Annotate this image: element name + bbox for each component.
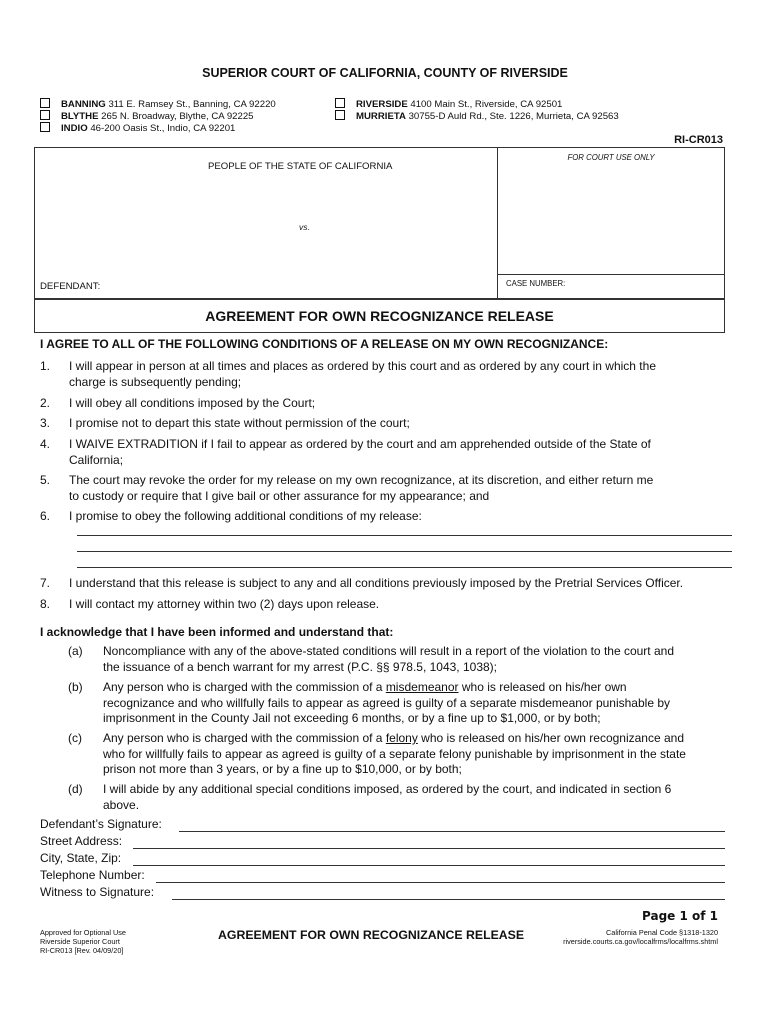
condition-1 <box>40 359 729 390</box>
condition-2 <box>40 396 315 412</box>
defendant-field[interactable] <box>100 268 490 292</box>
footer-revision: RI-CR013 [Rev. 04/09/20] <box>40 946 124 955</box>
condition-text: I will contact my attorney within two (2) days upon release. <box>69 597 380 611</box>
condition-7 <box>40 576 683 592</box>
condition-8 <box>40 597 379 613</box>
location-name: BLYTHE <box>61 111 99 122</box>
telephone-number-label: Telephone Number: <box>40 868 145 882</box>
court-title: SUPERIOR COURT OF CALIFORNIA, COUNTY OF RIVERSIDE <box>202 66 568 80</box>
defendant-signature-field[interactable] <box>179 831 725 832</box>
ack-c <box>68 731 733 778</box>
ack-text: who for willfully fails to appear as agreed is guilty of a separate felony punishable by imprisonment in the state <box>103 746 686 761</box>
ack-text: imprisonment in the County Jail not exceeding 6 months, or by a fine up to $1,000, or by both; <box>103 711 601 725</box>
agree-heading: I AGREE TO ALL OF THE FOLLOWING CONDITIONS OF A RELEASE ON MY OWN RECOGNIZANCE: <box>40 337 609 351</box>
defendant-signature-label: Defendant’s Signature: <box>40 817 162 831</box>
footer-approved: Approved for Optional Use <box>40 928 126 937</box>
riverside-checkbox[interactable] <box>335 98 345 108</box>
defendant-label: DEFENDANT: <box>40 281 101 292</box>
condition-text: I understand that this release is subject to any and all conditions previously imposed by the Pretrial Services Officer. <box>69 576 684 590</box>
city-state-zip-field[interactable] <box>133 865 725 866</box>
felony-term: felony <box>385 731 418 745</box>
condition-text: I will appear in person at all times and places as ordered by this court and as ordered by any court in which the <box>69 359 656 373</box>
additional-conditions-line-1[interactable] <box>77 535 732 536</box>
footer-title: AGREEMENT FOR OWN RECOGNIZANCE RELEASE <box>218 928 525 942</box>
ack-b <box>68 680 733 727</box>
footer-penal-code: California Penal Code §1318-1320 <box>606 928 718 937</box>
ack-text: the issuance of a bench warrant for my arrest (P.C. §§ 978.5, 1043, 1038); <box>103 659 498 674</box>
condition-text: I promise not to depart this state without permission of the court; <box>69 416 410 430</box>
ack-label: (d) <box>68 782 83 796</box>
acknowledge-heading: I acknowledge that I have been informed and understand that: <box>40 625 394 639</box>
ack-text: I will abide by any additional special conditions imposed, as ordered by the court, and indicated in section 6 <box>103 782 672 796</box>
condition-text: California; <box>69 452 124 467</box>
ack-text: recognizance and who willfully fails to appear as agreed is guilty of a separate misdemeanor punishable by <box>103 695 670 710</box>
ack-text: who is released on his/her own recognizance and <box>417 731 685 745</box>
telephone-number-field[interactable] <box>156 882 725 883</box>
location-murrieta[interactable] <box>335 110 619 123</box>
case-number-field[interactable] <box>570 278 720 296</box>
ack-label: (b) <box>68 680 83 694</box>
street-address-field[interactable] <box>133 848 725 849</box>
ack-text: Any person who is charged with the commission of a <box>103 680 386 694</box>
indio-checkbox[interactable] <box>40 122 50 132</box>
street-address-label: Street Address: <box>40 834 123 848</box>
ack-label: (c) <box>68 731 82 745</box>
banning-checkbox[interactable] <box>40 98 50 108</box>
footer-court: Riverside Superior Court <box>40 937 120 946</box>
condition-number: 5. <box>40 473 51 487</box>
location-name: INDIO <box>61 123 88 134</box>
condition-4 <box>40 437 729 468</box>
page-number: Page 1 of 1 <box>642 909 718 923</box>
condition-text: I will obey all conditions imposed by the Court; <box>69 396 316 410</box>
case-number-divider <box>497 274 725 275</box>
condition-number: 4. <box>40 437 51 451</box>
ack-label: (a) <box>68 644 83 658</box>
document-title: AGREEMENT FOR OWN RECOGNIZANCE RELEASE <box>205 308 554 324</box>
ack-text: Any person who is charged with the commission of a <box>103 731 386 745</box>
witness-signature-field[interactable] <box>172 899 725 900</box>
location-address: 46-200 Oasis St., Indio, CA 92201 <box>90 123 236 134</box>
condition-text: I promise to obey the following additional conditions of my release: <box>69 509 422 523</box>
vs-label: vs. <box>299 222 310 232</box>
people-label: PEOPLE OF THE STATE OF CALIFORNIA <box>208 161 393 172</box>
condition-6 <box>40 509 422 525</box>
condition-text: to custody or require that I give bail or other assurance for my appearance; and <box>69 488 490 503</box>
condition-3 <box>40 416 410 432</box>
city-state-zip-label: City, State, Zip: <box>40 851 122 865</box>
condition-number: 7. <box>40 576 51 590</box>
ack-text: Noncompliance with any of the above-stated conditions will result in a report of the violation to the court and <box>103 644 674 658</box>
condition-text: The court may revoke the order for my release on my own recognizance, at its discretion, and either return me <box>69 473 654 487</box>
condition-5 <box>40 473 729 504</box>
blythe-checkbox[interactable] <box>40 110 50 120</box>
witness-signature-label: Witness to Signature: <box>40 885 155 899</box>
location-name: BANNING <box>61 99 106 110</box>
location-address: 311 E. Ramsey St., Banning, CA 92220 <box>108 99 276 110</box>
location-address: 30755-D Auld Rd., Ste. 1226, Murrieta, CA 92563 <box>408 111 619 122</box>
footer-right <box>563 928 718 946</box>
misdemeanor-term: misdemeanor <box>385 680 459 694</box>
condition-text: charge is subsequently pending; <box>69 374 242 389</box>
condition-text: I WAIVE EXTRADITION if I fail to appear as ordered by the court and am apprehended outside of the State of <box>69 437 651 451</box>
location-address: 265 N. Broadway, Blythe, CA 92225 <box>101 111 254 122</box>
condition-number: 3. <box>40 416 51 430</box>
ack-text: prison not more than 3 years, or by a fine up to $10,000, or by both; <box>103 762 462 776</box>
case-number-label: CASE NUMBER: <box>506 279 566 288</box>
court-use-label: FOR COURT USE ONLY <box>567 153 655 162</box>
murrieta-checkbox[interactable] <box>335 110 345 120</box>
location-name: MURRIETA <box>356 111 406 122</box>
footer-url[interactable]: riverside.courts.ca.gov/localfrms/localfrms.shtml <box>563 937 718 946</box>
condition-number: 2. <box>40 396 51 410</box>
court-use-box <box>497 147 725 299</box>
condition-number: 8. <box>40 597 51 611</box>
location-name: RIVERSIDE <box>356 99 408 110</box>
ack-a <box>68 644 733 675</box>
form-number: RI-CR013 <box>674 134 723 146</box>
location-address: 4100 Main St., Riverside, CA 92501 <box>410 99 563 110</box>
condition-number: 6. <box>40 509 51 523</box>
location-indio[interactable] <box>40 122 235 135</box>
ack-d <box>68 782 733 813</box>
additional-conditions-line-2[interactable] <box>77 551 732 552</box>
ack-text: above. <box>103 797 140 812</box>
footer-left <box>40 928 126 955</box>
additional-conditions-line-3[interactable] <box>77 567 732 568</box>
ack-text: who is released on his/her own <box>458 680 627 694</box>
condition-number: 1. <box>40 359 51 373</box>
